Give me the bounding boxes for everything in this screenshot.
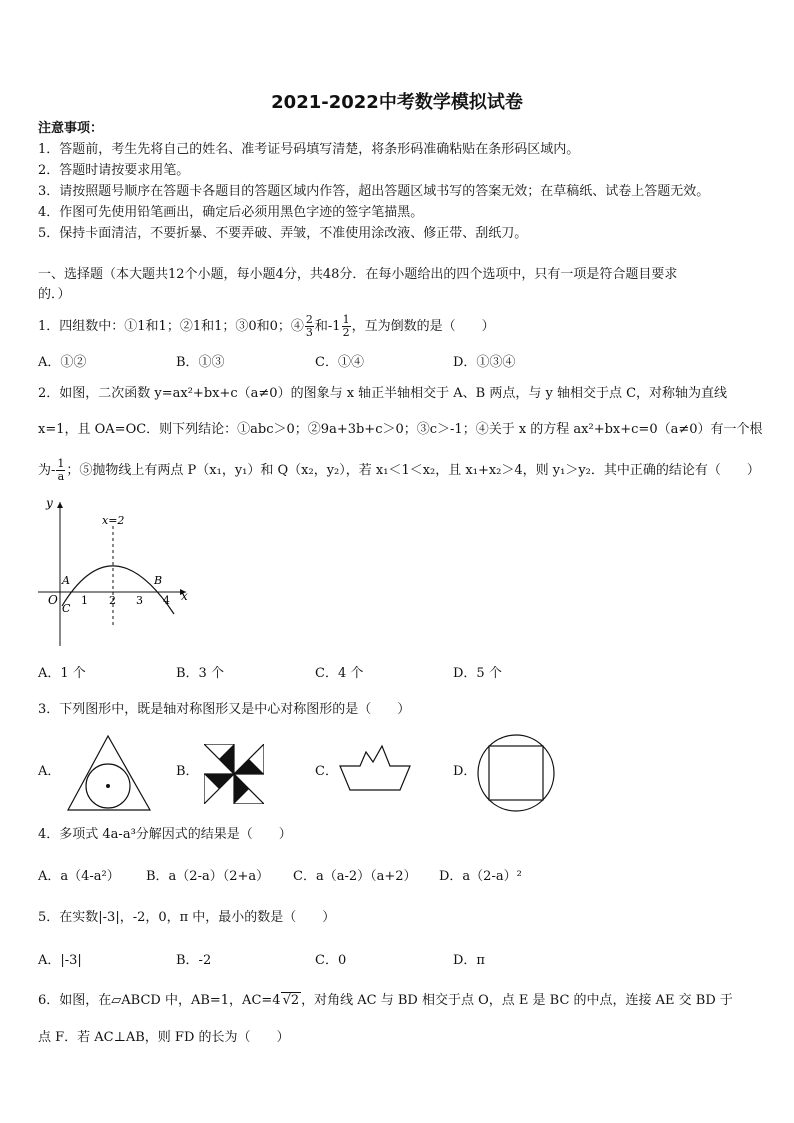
q1-frac2-num: 1 — [342, 313, 350, 326]
q3-option-c: C． — [315, 764, 338, 779]
q1-option-d: D．①③④ — [453, 355, 516, 370]
q2-line3-a: 为- — [38, 463, 56, 478]
q5-option-d: D．π — [453, 953, 485, 968]
q2-option-a: A．1 个 — [38, 666, 86, 681]
page-title: 2021-2022中考数学模拟试卷 — [271, 92, 523, 113]
origin-label: O — [48, 593, 58, 607]
q4-option-c: C．a（a-2）（a+2） — [293, 869, 417, 884]
q1-stem-c: ，互为倒数的是（ ） — [351, 319, 495, 334]
q1-frac1 — [305, 314, 314, 339]
question-4-stem: 4．多项式 4a-a³分解因式的结果是（ ） — [38, 827, 292, 842]
pinwheel-figure — [204, 744, 264, 808]
q3-option-a: A． — [38, 764, 61, 779]
q2-frac-den: a — [57, 470, 65, 483]
q6-line1-b: ，对角线 AC 与 BD 相交于点 O，点 E 是 BC 的中点，连接 AE 交 BD 于 — [301, 993, 733, 1008]
notice-item-2: 2．答题时请按要求用笔。 — [38, 163, 190, 178]
symmetry-axis-label: x=2 — [102, 514, 125, 527]
tick-1-label: 1 — [81, 594, 88, 607]
question-6-line1 — [38, 992, 758, 1010]
q2-line3-b: ；⑤抛物线上有两点 P（x₁，y₁）和 Q（x₂，y₂），若 x₁＜1＜x₂，且 x₁+x₂＞4，则 y₁＞y₂．其中正确的结论有（ ） — [66, 463, 760, 478]
section-heading: 一、选择题（本大题共12个小题，每小题4分，共48分．在每小题给出的四个选项中，只有一项是符合题目要求 — [38, 267, 678, 282]
q1-option-a: A．①② — [38, 355, 87, 370]
q1-frac2-den: 2 — [342, 326, 350, 339]
tick-3-label: 3 — [136, 594, 143, 607]
tick-2-label: 2 — [109, 594, 116, 607]
x-axis-label: x — [181, 589, 188, 603]
notice-item-4: 4．作图可先使用铅笔画出，确定后必须用黑色字迹的签字笔描黑。 — [38, 205, 424, 220]
q6-line1-a: 6．如图，在▱ABCD 中，AB=1，AC=4 — [38, 993, 281, 1008]
q1-stem-a: 1．四组数中：①1和1；②1和1；③0和0；④ — [38, 319, 304, 334]
question-2-line2: x=1，且 OA=OC．则下列结论：①abc＞0；②9a+3b+c＞0；③c＞-1；④关于 x 的方程 ax²+bx+c=0（a≠0）有一个根 — [38, 422, 763, 437]
q1-option-b: B．①③ — [176, 355, 225, 370]
tick-4-label: 4 — [163, 594, 170, 607]
q2-frac-num: 1 — [57, 457, 65, 470]
q1-option-c: C．①④ — [315, 355, 364, 370]
question-5-stem: 5．在实数|-3|，-2，0，π 中，最小的数是（ ） — [38, 910, 336, 925]
notice-item-5: 5．保持卡面清洁，不要折暴、不要弄破、弄皱，不准使用涂改液、修正带、刮纸刀。 — [38, 226, 528, 241]
q1-frac2 — [342, 314, 351, 339]
q2-option-c: C．4 个 — [315, 666, 364, 681]
section-heading-cont: 的．） — [38, 287, 71, 302]
point-c-label: C — [62, 602, 71, 615]
q5-option-b: B．-2 — [176, 953, 212, 968]
q4-option-d: D．a（2-a）² — [439, 869, 522, 884]
question-6-line2: 点 F．若 AC⊥AB，则 FD 的长为（ ） — [38, 1030, 290, 1045]
q2-option-d: D．5 个 — [453, 666, 502, 681]
q2-option-b: B．3 个 — [176, 666, 224, 681]
notice-item-1: 1．答题前，考生先将自己的姓名、准考证号码填写清楚，将条形码准确粘贴在条形码区域内。 — [38, 142, 580, 157]
question-2-line3 — [38, 458, 758, 483]
y-axis-arrow — [57, 502, 63, 508]
question-3-stem: 3．下列图形中，既是轴对称图形又是中心对称图形的是（ ） — [38, 702, 411, 717]
triangle-circle-figure — [64, 734, 156, 818]
point-a-label: A — [62, 574, 70, 587]
q4-option-a: A．a（4-a²） — [38, 869, 120, 884]
q4-option-b: B．a（2-a）（2+a） — [146, 869, 270, 884]
q2-frac — [56, 458, 65, 483]
q3-option-d: D． — [453, 764, 477, 779]
parabola-figure — [36, 494, 196, 658]
boat-figure — [338, 744, 412, 800]
y-axis-label: y — [46, 496, 53, 510]
q5-option-c: C．0 — [315, 953, 347, 968]
notice-heading: 注意事项： — [38, 121, 104, 136]
q5-option-a: A．|-3| — [38, 953, 82, 968]
question-1-stem — [38, 314, 758, 339]
q6-sqrt-value: 2 — [290, 993, 300, 1008]
q1-stem-b: 和-1 — [314, 319, 341, 334]
point-b-label: B — [154, 574, 163, 587]
notice-item-3: 3．请按照题号顺序在答题卡各题目的答题区域内作答，超出答题区域书写的答案无效；在草稿纸、试卷上答题无效。 — [38, 184, 710, 199]
q3-option-b: B． — [176, 764, 199, 779]
q1-frac1-den: 3 — [305, 326, 313, 339]
question-2-line1: 2．如图，二次函数 y=ax²+bx+c（a≠0）的图象与 x 轴正半轴相交于 A、B 两点，与 y 轴相交于点 C，对称轴为直线 — [38, 386, 728, 401]
q6-sqrt: √2 — [282, 993, 300, 1008]
circle-square-figure — [476, 733, 556, 817]
q1-frac1-num: 2 — [305, 313, 313, 326]
